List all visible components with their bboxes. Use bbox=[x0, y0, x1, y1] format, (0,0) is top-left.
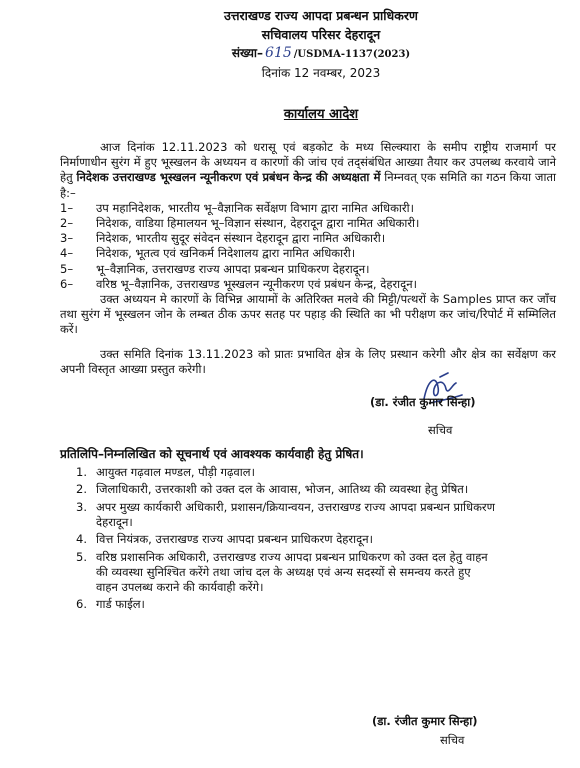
signatory2-designation: सचिव bbox=[440, 733, 465, 747]
item-text: जिलाधिकारी, उत्तरकाशी को उक्त दल के आवास, भोजन, आतिथ्य की व्यवस्था हेतु प्रेषित। bbox=[96, 482, 469, 497]
item-text: निदेशक, भूतत्व एवं खनिकर्म निदेशालय द्वारा नामित अधिकारी। bbox=[96, 246, 356, 261]
list-item bbox=[76, 597, 496, 612]
order-date: दिनांक 12 नवम्बर, 2023 bbox=[261, 66, 381, 80]
list-item bbox=[76, 532, 496, 547]
ref-label: संख्या– bbox=[231, 46, 264, 60]
item-text: वित्त नियंत्रक, उत्तराखण्ड राज्य आपदा प्रबन्धन प्राधिकरण देहरादून। bbox=[96, 532, 373, 547]
item-number: 5– bbox=[60, 261, 74, 276]
signatory2-name: (डा. रंजीत कुमार सिन्हा) bbox=[372, 714, 478, 728]
item-number: 4– bbox=[60, 246, 74, 261]
signatory-designation: सचिव bbox=[428, 423, 453, 438]
copy-recipients-list bbox=[76, 465, 496, 613]
list-item bbox=[76, 465, 496, 480]
list-item bbox=[60, 216, 556, 231]
organization-address: सचिवालय परिसर देहरादून bbox=[261, 27, 381, 42]
copy-heading: प्रतिलिपि–निम्नलिखित को सूचनार्थ एवं आवश्यक कार्यवाही हेतु प्रेषित। bbox=[60, 447, 364, 462]
item-text: गार्ड फाईल। bbox=[96, 597, 145, 612]
item-number: 2. bbox=[76, 482, 87, 497]
reference-number bbox=[100, 44, 542, 64]
list-item bbox=[60, 231, 556, 246]
item-text: भू–वैज्ञानिक, उत्तराखण्ड राज्य आपदा प्रबन्धन प्राधिकरण देहरादून। bbox=[96, 261, 370, 276]
item-text: वरिष्ठ प्रशासनिक अधिकारी, उत्तराखण्ड राज्य आपदा प्रबन्धन प्राधिकरण को उक्त दल हेतु वाहन की व्यवस्था सुनिश्चित करेंगे तथा जांच दल के अध्यक्ष एवं अन्य सदस्यों से समन्वय करते हुए वाहन उपलब्ध कराने की कार्यवाही करेंगे। bbox=[96, 549, 488, 595]
item-number: 6. bbox=[76, 597, 87, 612]
item-number: 5. bbox=[76, 549, 87, 564]
item-text: निदेशक, भारतीय सुदूर संवेदन संस्थान देहरादून द्वारा नामित अधिकारी। bbox=[96, 231, 386, 246]
intro-paragraph bbox=[60, 140, 556, 201]
signatory-name: (डा. रंजीत कुमार सिन्हा) bbox=[370, 395, 476, 410]
samples-paragraph: उक्त अध्ययन मे कारणों के विभिन्न आयामों के अतिरिक्त मलवे की मिट्टी/पत्थरों के Samples प्राप्त कर जाँच तथा सुरंग में भूस्खलन जोन के लम्बत ठीक ऊपर सतह पर पहाड़ की स्थिति का भी परीक्षण कर जांच/रिपोर्ट में सम्मिलित करें। bbox=[60, 292, 556, 337]
signature-block bbox=[100, 377, 542, 423]
intro-text: आज दिनांक 12.11.2023 को धरासू एवं बड़कोट के मध्य सिल्क्यारा के समीप राष्ट्रीय राजमार्ग पर निर्माणाधीन सुरंग में हुए भूस्खलन के अध्ययन व कारणों की जांच एवं तद्संबंधित आख्या तैयार कर उपलब्ध करवाये जाने हेतु bbox=[60, 140, 556, 185]
item-text: निदेशक, वाडिया हिमालयन भू–विज्ञान संस्थान, देहरादून द्वारा नामित अधिकारी। bbox=[96, 216, 420, 231]
organization-name: उत्तराखण्ड राज्य आपदा प्रबन्धन प्राधिकरण bbox=[224, 8, 418, 23]
item-number: 3. bbox=[76, 499, 87, 514]
intro-bold-text: निदेशक उत्तराखण्ड भूस्खलन न्यूनीकरण एवं प्रबंधन केन्द्र की अध्यक्षता में bbox=[76, 170, 381, 185]
item-number: 1. bbox=[76, 465, 87, 480]
item-text: उप महानिदेशक, भारतीय भू–वैज्ञानिक सर्वेक्षण विभाग द्वारा नामित अधिकारी। bbox=[96, 200, 414, 215]
item-text: आयुक्त गढ़वाल मण्डल, पौड़ी गढ़वाल। bbox=[96, 465, 255, 480]
item-number: 3– bbox=[60, 231, 74, 246]
item-number: 2– bbox=[60, 216, 74, 231]
document-title: कार्यालय आदेश bbox=[283, 107, 359, 122]
item-text: अपर मुख्य कार्यकारी अधिकारी, प्रशासन/क्रियान्वयन, उत्तराखण्ड राज्य आपदा प्रबन्धन प्राधिकरण देहरादून। bbox=[96, 499, 495, 529]
list-item bbox=[60, 201, 556, 216]
item-number: 4. bbox=[76, 532, 87, 547]
list-item bbox=[76, 500, 496, 531]
list-item bbox=[60, 246, 556, 261]
item-text: वरिष्ठ भू–वैज्ञानिक, उत्तराखण्ड भूस्खलन न्यूनीकरण एवं प्रबंधन केन्द्र, देहरादून। bbox=[96, 276, 417, 291]
departure-paragraph: उक्त समिति दिनांक 13.11.2023 को प्रातः प्रभावित क्षेत्र के लिए प्रस्थान करेगी और क्षेत्र का सर्वेक्षण कर अपनी विस्तृत आख्या प्रस्तुत करेगी। bbox=[60, 346, 556, 376]
ref-number-handwritten: 615 bbox=[265, 45, 292, 61]
intro-end-text: निम्नवत् एक समिति का गठन किया जाता है:– bbox=[60, 170, 556, 200]
ref-code: /USDMA-1137(2023) bbox=[293, 49, 411, 60]
list-item bbox=[60, 277, 556, 292]
committee-members-list bbox=[60, 201, 556, 292]
list-item bbox=[76, 482, 496, 497]
list-item bbox=[76, 550, 496, 596]
item-number: 1– bbox=[60, 200, 74, 215]
item-number: 6– bbox=[60, 276, 74, 291]
list-item bbox=[60, 262, 556, 277]
